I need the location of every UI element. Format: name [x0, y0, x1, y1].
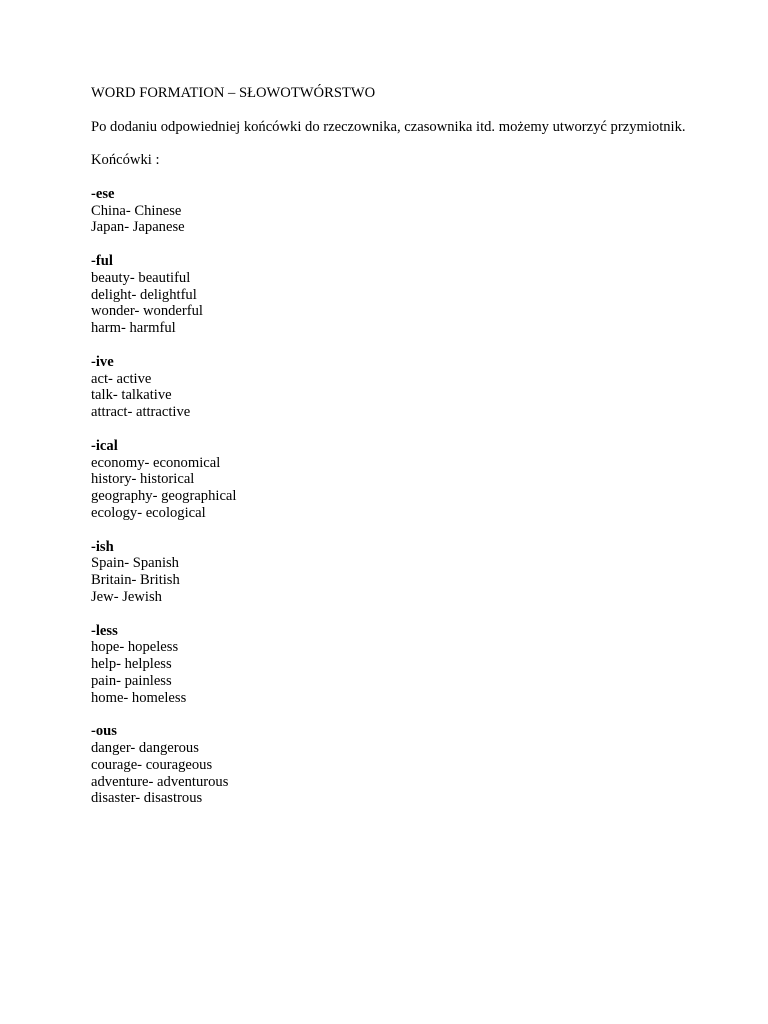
example-line: adventure- adventurous [91, 773, 229, 790]
example-line: danger- dangerous [91, 740, 199, 757]
example-line: Spain- Spanish [91, 555, 179, 572]
example-line: hope- hopeless [91, 639, 179, 656]
suffix-group [91, 723, 691, 807]
intro-paragraph: Po dodaniu odpowiedniej końcówki do rzeczownika, czasownika itd. możemy utworzyć przymiotnik. [91, 118, 686, 135]
example-line: courage- courageous [91, 756, 213, 773]
endings-label: Końcówki : [91, 152, 160, 169]
spacer [91, 421, 691, 438]
spacer [91, 337, 691, 354]
example-line: attract- attractive [91, 404, 191, 421]
example-line: harm- harmful [91, 320, 176, 337]
suffix-group [91, 539, 691, 606]
spacer [91, 135, 691, 152]
suffix-heading: -ical [91, 437, 118, 454]
suffix-group [91, 623, 691, 707]
example-line: China- Chinese [91, 202, 182, 219]
example-line: home- homeless [91, 689, 187, 706]
spacer [91, 102, 691, 119]
suffix-group [91, 253, 691, 337]
example-line: pain- painless [91, 672, 172, 689]
suffix-group [91, 354, 691, 421]
example-line: Britain- British [91, 572, 180, 589]
example-line: talk- talkative [91, 387, 172, 404]
example-line: geography- geographical [91, 488, 237, 505]
example-line: beauty- beautiful [91, 269, 191, 286]
example-line: wonder- wonderful [91, 303, 203, 320]
suffix-heading: -ive [91, 353, 114, 370]
example-line: help- helpless [91, 656, 172, 673]
example-line: act- active [91, 370, 152, 387]
example-line: ecology- ecological [91, 504, 206, 521]
spacer [91, 236, 691, 253]
suffix-groups [91, 169, 691, 807]
example-line: Japan- Japanese [91, 219, 185, 236]
spacer [91, 169, 691, 186]
document-title: WORD FORMATION – SŁOWOTWÓRSTWO [91, 85, 376, 101]
spacer [91, 606, 691, 623]
suffix-heading: -ful [91, 252, 113, 269]
example-line: Jew- Jewish [91, 588, 162, 605]
example-line: delight- delightful [91, 286, 197, 303]
suffix-heading: -ish [91, 538, 114, 555]
example-line: economy- economical [91, 454, 221, 471]
suffix-group [91, 186, 691, 236]
suffix-group [91, 438, 691, 522]
example-line: history- historical [91, 471, 195, 488]
spacer [91, 706, 691, 723]
suffix-heading: -ous [91, 723, 117, 740]
suffix-heading: -ese [91, 185, 115, 202]
example-line: disaster- disastrous [91, 790, 203, 807]
suffix-heading: -less [91, 622, 118, 639]
document-body [91, 85, 691, 807]
spacer [91, 522, 691, 539]
